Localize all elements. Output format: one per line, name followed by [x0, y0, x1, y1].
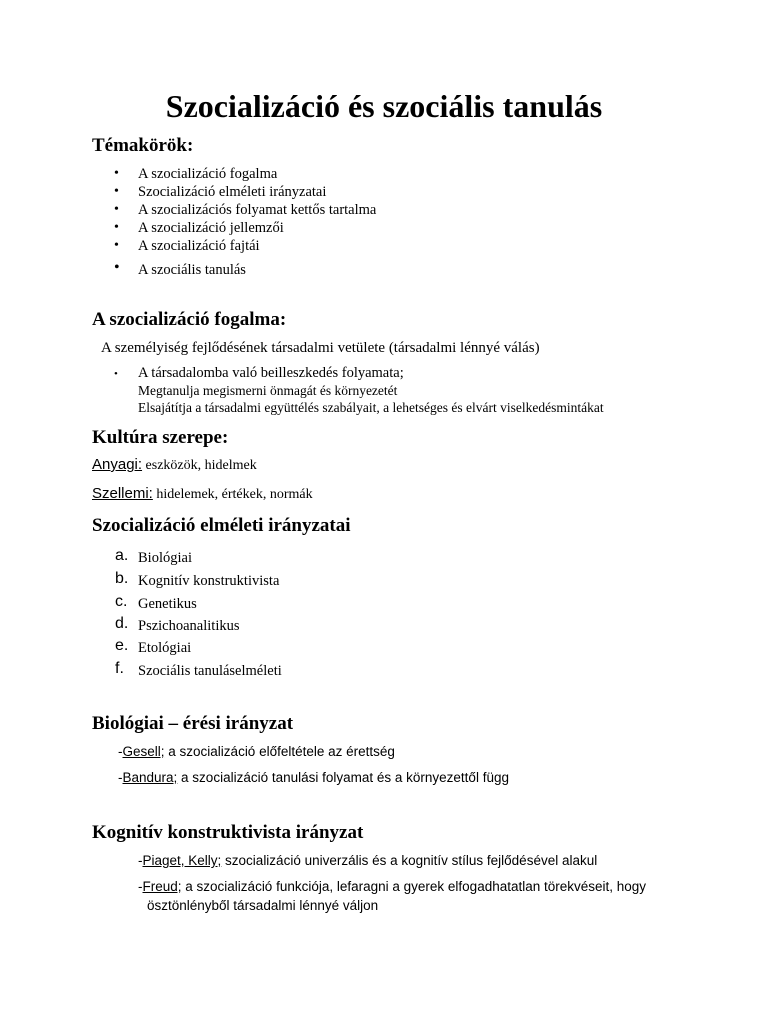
concept-subline: Megtanulja megismerni önmagát és környezetét: [138, 383, 398, 398]
row-text: szocializáció univerzális és a kognitív stílus fejlődésével alakul: [221, 853, 598, 868]
list-letter: e.: [115, 637, 129, 654]
row-text: a szocializáció tanulási folyamat és a környezettől függ: [177, 770, 509, 785]
list-item: A szocializáció fogalma: [138, 166, 278, 182]
list-letter: d.: [115, 615, 129, 632]
row-prefix: -: [138, 853, 143, 868]
bullet-icon: •: [114, 238, 119, 253]
list-item: Szocializáció elméleti irányzatai: [138, 184, 327, 200]
author-name: Gesell;: [122, 744, 165, 759]
culture-heading: Kultúra szerepe:: [92, 427, 229, 448]
list-letter: a.: [115, 547, 129, 564]
list-item: Genetikus: [138, 596, 197, 612]
concept-item: A társadalomba való beilleszkedés folyamata;: [138, 365, 404, 381]
list-item: Biológiai: [138, 550, 192, 566]
culture-text: hidelemek, értékek, normák: [152, 487, 313, 502]
list-item: A szocializáció fajtái: [138, 238, 260, 254]
author-name: Freud;: [142, 879, 182, 894]
theories-heading: Szocializáció elméleti irányzatai: [92, 515, 351, 536]
culture-row: [92, 456, 257, 475]
bullet-icon: •: [114, 202, 119, 217]
biological-row: [118, 769, 509, 787]
cognitive-continuation: ösztönlényből társadalmi lénnyé váljon: [147, 898, 379, 913]
row-text: a szocializáció előfeltétele az érettség: [164, 744, 395, 759]
cognitive-heading: Kognitív konstruktivista irányzat: [92, 822, 364, 843]
list-item: A szocializációs folyamat kettős tartalma: [138, 202, 377, 218]
cognitive-row: [138, 852, 597, 870]
concept-subline: Elsajátítja a társadalmi együttélés szabályait, a lehetséges és elvárt viselkedésmintákat: [138, 400, 604, 415]
culture-row: [92, 485, 313, 504]
bullet-icon: •: [114, 184, 119, 199]
cognitive-row: [138, 878, 646, 896]
biological-heading: Biológiai – érési irányzat: [92, 713, 294, 734]
list-item: Pszichoanalitikus: [138, 618, 240, 634]
bullet-icon: •: [114, 259, 120, 276]
list-letter: f.: [115, 660, 124, 677]
culture-label: Szellemi:: [92, 485, 153, 502]
list-item: Kognitív konstruktivista: [138, 573, 280, 589]
author-name: Bandura;: [122, 770, 178, 785]
list-item: A szociális tanulás: [138, 262, 246, 278]
row-text: a szocializáció funkciója, lefaragni a gyerek elfogadhatatlan törekvéseit, hogy: [181, 879, 647, 894]
culture-label: Anyagi:: [92, 456, 143, 473]
list-item: A szocializáció jellemzői: [138, 220, 284, 236]
page-title: Szocializáció és szociális tanulás: [165, 88, 603, 124]
bullet-icon: •: [114, 166, 119, 181]
list-item: Szociális tanuláselméleti: [138, 663, 282, 679]
bullet-icon: •: [114, 368, 118, 380]
list-letter: b.: [115, 570, 129, 587]
row-prefix: -: [118, 744, 123, 759]
author-name: Piaget, Kelly;: [142, 853, 222, 868]
topics-heading: Témakörök:: [92, 135, 194, 156]
concept-definition: A személyiség fejlődésének társadalmi vetülete (társadalmi lénnyé válás): [101, 340, 540, 356]
bullet-icon: •: [114, 220, 119, 235]
row-prefix: -: [118, 770, 123, 785]
list-item: Etológiai: [138, 640, 192, 656]
list-letter: c.: [115, 593, 128, 610]
row-prefix: -: [138, 879, 143, 894]
culture-text: eszközök, hidelmek: [142, 458, 257, 473]
biological-row: [118, 743, 395, 761]
concept-heading: A szocializáció fogalma:: [92, 309, 287, 330]
